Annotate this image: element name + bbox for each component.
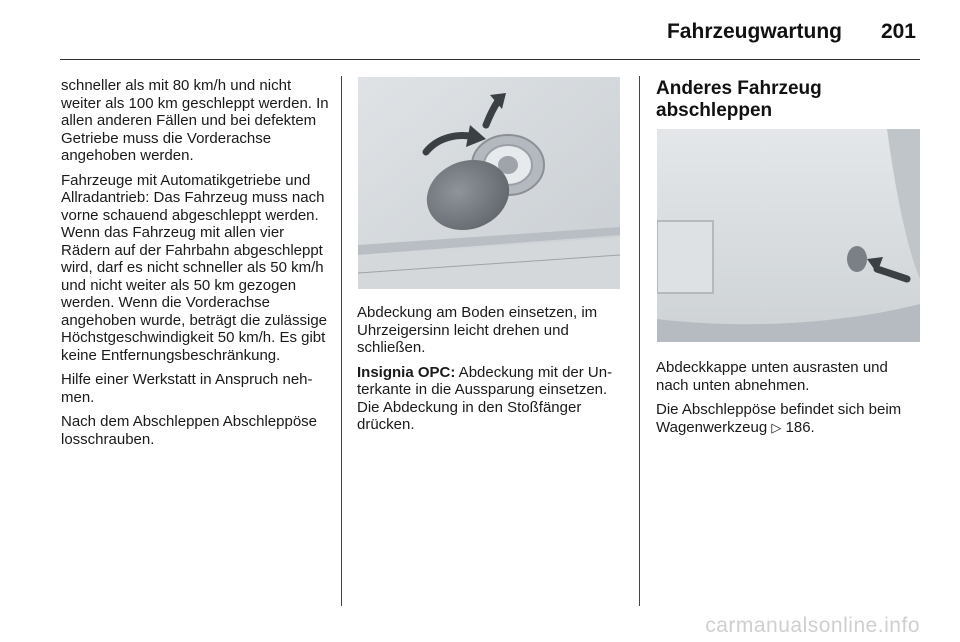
column-divider-2	[639, 76, 640, 606]
figure-bumper-cap	[657, 129, 920, 342]
paragraph: Fahrzeuge mit Automatikgetriebe und Allradantrieb: Das Fahrzeug muss nach vorne schauend abgeschleppt werden. Wenn das Fahrzeug mit allen vier Rädern auf der Fahrbahn abgeschleppt wird, darf es nicht schneller als 50 km/h und nicht weiter als 50 km gezogen werden. Wenn die Vorderachse angehoben wurde, beträgt die zulässige Höchstgeschwindigkeit 50 km/h. Es gibt keine Entfernungsbeschränkung.	[61, 171, 328, 364]
page-number: 201	[880, 20, 916, 43]
paragraph-text: Die Abschleppöse befindet sich beim Wagenwerkzeug	[656, 401, 902, 436]
column-2	[357, 304, 627, 441]
opc-label: Insignia OPC:	[357, 363, 456, 381]
opc-paragraph	[357, 364, 627, 434]
paragraph: Abdeckkappe unten ausrasten und nach unten abnehmen.	[656, 359, 888, 394]
page-header	[60, 14, 920, 58]
cover-insert-illustration	[358, 77, 620, 289]
watermark: carmanualsonline.info	[705, 614, 920, 637]
column-divider-1	[341, 76, 342, 606]
opc-text: Abdeckung mit der Unterkante in die Aussparung einsetzen. Die Abdeckung in den Stoßfänger drücken.	[357, 363, 613, 433]
triangle-right-icon[interactable]: ▷	[771, 419, 782, 435]
paragraph: schneller als mit 80 km/h und nicht weiter als 100 km geschleppt werden. In allen anderen Fällen und bei defektem Getriebe muss die Vorderachse angehoben werden.	[61, 77, 329, 164]
column-1	[61, 77, 331, 455]
paragraph-with-reference	[656, 401, 924, 436]
figure-cover-insert	[358, 77, 620, 289]
page-reference[interactable]: 186.	[781, 418, 815, 436]
figure-caption: Abdeckung am Boden einsetzen, im Uhrzeigersinn leicht drehen und schließen.	[357, 304, 598, 356]
paragraph: Nach dem Abschleppen Abschleppöse losschrauben.	[61, 413, 318, 448]
section-heading: Anderes Fahrzeug abschleppen	[656, 78, 822, 121]
paragraph: Hilfe einer Werkstatt in Anspruch nehmen.	[61, 371, 313, 406]
header-rule	[60, 59, 920, 60]
column-3	[656, 359, 924, 443]
bumper-cap-illustration	[657, 129, 920, 342]
page-title: Fahrzeugwartung	[666, 20, 842, 43]
